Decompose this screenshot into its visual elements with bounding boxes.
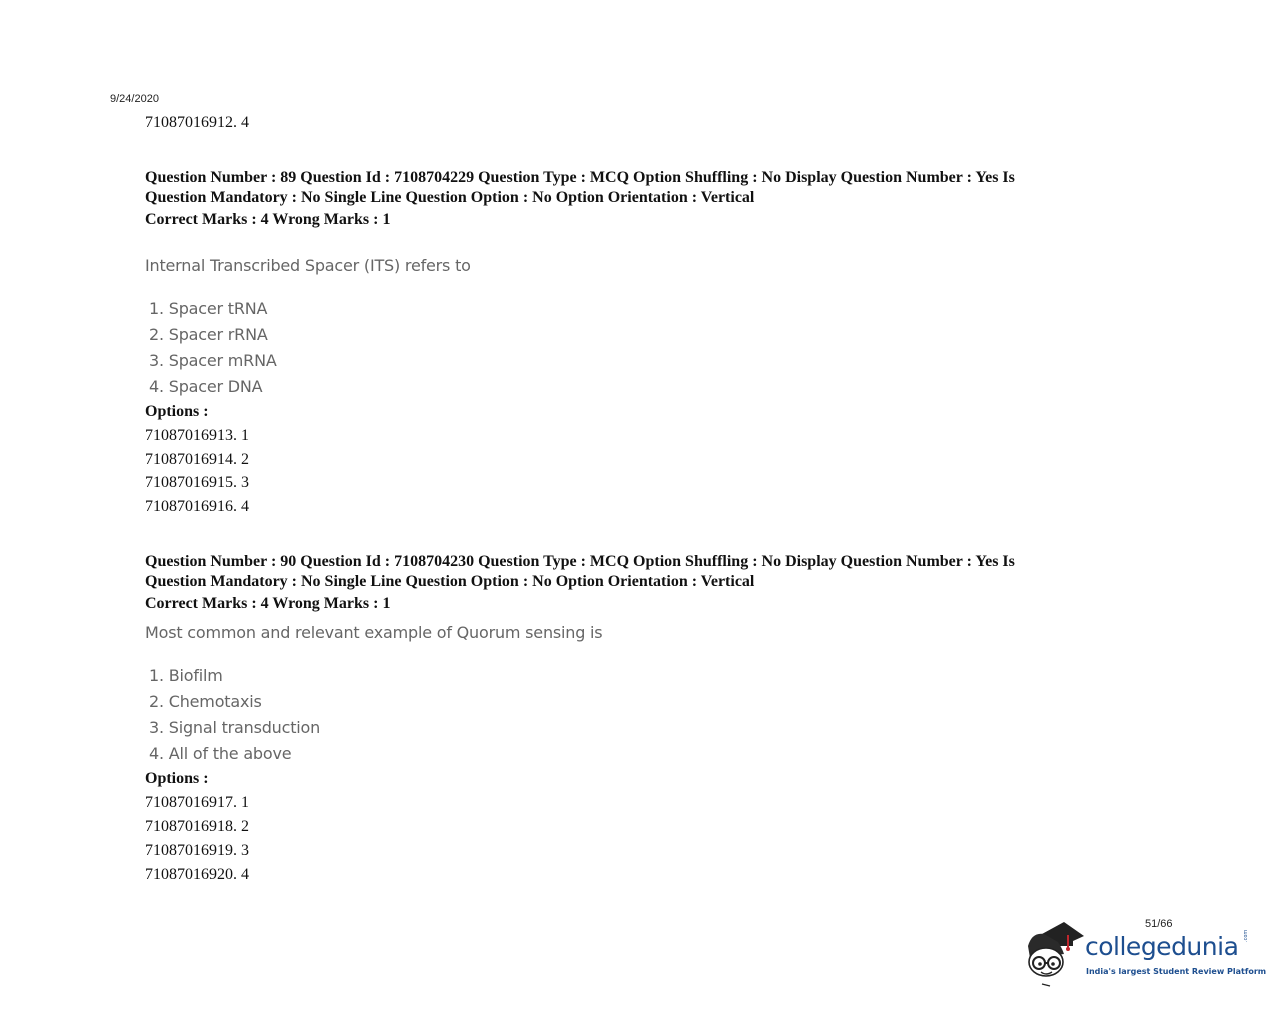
option-id: 71087016916. 4: [145, 498, 249, 515]
question-text: Internal Transcribed Spacer (ITS) refers to: [145, 256, 471, 275]
choice-item: 3. Spacer mRNA: [149, 351, 277, 370]
choice-item: 2. Chemotaxis: [149, 692, 262, 711]
page-number: 51/66: [1145, 918, 1173, 930]
option-id: 71087016913. 1: [145, 427, 249, 444]
option-id: 71087016919. 3: [145, 842, 249, 859]
choice-item: 2. Spacer rRNA: [149, 325, 268, 344]
question-meta-line-1: Question Number : 89 Question Id : 7108704229 Question Type : MCQ Option Shuffling : No Display Question Number : Yes Is: [145, 169, 1015, 186]
options-label: Options :: [145, 403, 209, 420]
question-meta: [145, 168, 1105, 207]
question-text: Most common and relevant example of Quorum sensing is: [145, 623, 603, 642]
question-marks: Correct Marks : 4 Wrong Marks : 1: [145, 211, 391, 228]
choice-item: 4. All of the above: [149, 744, 292, 763]
collegedunia-logo: [1022, 918, 1267, 990]
brand-name: collegedunia: [1085, 932, 1239, 961]
option-id: 71087016917. 1: [145, 794, 249, 811]
option-id: 71087016920. 4: [145, 866, 249, 883]
options-label: Options :: [145, 770, 209, 787]
question-meta-line-2: Question Mandatory : No Single Line Question Option : No Option Orientation : Vertical: [145, 572, 755, 590]
brand-tagline: India's largest Student Review Platform: [1086, 967, 1267, 976]
choice-item: 1. Spacer tRNA: [149, 299, 268, 318]
choice-item: 4. Spacer DNA: [149, 377, 263, 396]
option-id: 71087016918. 2: [145, 818, 249, 835]
option-id: 71087016915. 3: [145, 474, 249, 491]
question-meta-line-2: Question Mandatory : No Single Line Question Option : No Option Orientation : Vertical: [145, 188, 755, 206]
question-meta: [145, 552, 1105, 591]
student-mascot-icon: [1022, 918, 1088, 990]
page-date: 9/24/2020: [110, 93, 159, 105]
choice-item: 3. Signal transduction: [149, 718, 321, 737]
question-meta-line-1: Question Number : 90 Question Id : 7108704230 Question Type : MCQ Option Shuffling : No Display Question Number : Yes Is: [145, 553, 1015, 570]
brand-suffix: .com: [1243, 929, 1249, 942]
question-marks: Correct Marks : 4 Wrong Marks : 1: [145, 595, 391, 612]
option-id: 71087016914. 2: [145, 451, 249, 468]
previous-option: 71087016912. 4: [145, 114, 249, 131]
choice-item: 1. Biofilm: [149, 666, 223, 685]
